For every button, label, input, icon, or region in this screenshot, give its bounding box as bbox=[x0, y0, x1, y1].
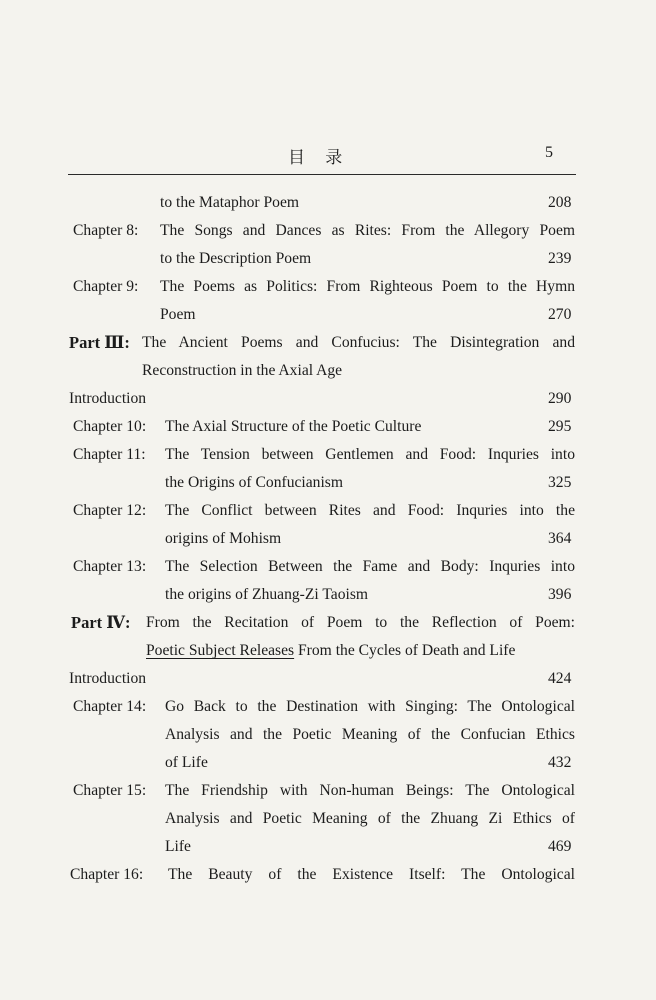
toc-page-number: 290 bbox=[548, 390, 572, 407]
toc-page-number: 432 bbox=[548, 754, 572, 771]
toc-page-number: 239 bbox=[548, 250, 572, 267]
underlined-phrase: Poetic Subject Releases bbox=[146, 642, 295, 659]
page-header-number: 5 bbox=[545, 144, 553, 161]
toc-chapter-title: The Friendship with Non-human Beings: The Ontological bbox=[165, 782, 575, 799]
toc-chapter-label: Chapter 15: bbox=[73, 782, 147, 799]
toc-chapter-title-cont: Analysis and Poetic Meaning of the Zhuang Zi Ethics of bbox=[165, 810, 575, 827]
header-rule bbox=[68, 174, 576, 175]
toc-page-number: 396 bbox=[548, 586, 572, 603]
toc-chapter-label: Chapter 9: bbox=[73, 278, 139, 295]
toc-page-number: 424 bbox=[548, 670, 572, 687]
toc-chapter-title-cont: of Life bbox=[165, 754, 208, 771]
toc-part-title: The Ancient Poems and Confucius: The Disintegration and bbox=[142, 334, 575, 351]
toc-page-number: 364 bbox=[548, 530, 572, 547]
toc-chapter-title-cont: to the Description Poem bbox=[160, 250, 312, 267]
toc-chapter-label: Chapter 8: bbox=[73, 222, 139, 239]
toc-chapter-label: Chapter 10: bbox=[73, 418, 147, 435]
toc-chapter-label: Chapter 12: bbox=[73, 502, 147, 519]
toc-chapter-title-cont: Analysis and the Poetic Meaning of the Confucian Ethics bbox=[165, 726, 575, 743]
page-header-title: 目 录 bbox=[288, 148, 351, 167]
toc-chapter-label: Chapter 11: bbox=[73, 446, 146, 463]
toc-chapter-title: The Poems as Politics: From Righteous Poem to the Hymn bbox=[160, 278, 575, 295]
toc-introduction: Introduction bbox=[69, 390, 147, 407]
toc-chapter-label: Chapter 13: bbox=[73, 558, 147, 575]
toc-page-number: 208 bbox=[548, 194, 572, 211]
toc-part-label: Part Ⅳ: bbox=[71, 613, 131, 632]
toc-page-number: 295 bbox=[548, 418, 572, 435]
toc-chapter-title: The Songs and Dances as Rites: From the Allegory Poem bbox=[160, 222, 575, 239]
toc-page-number: 325 bbox=[548, 474, 572, 491]
toc-chapter-title-cont: Poem bbox=[160, 306, 196, 323]
toc-part-title: From the Recitation of Poem to the Reflection of Poem: bbox=[146, 614, 575, 631]
toc-chapter-title: The Beauty of the Existence Itself: The Ontological bbox=[168, 866, 575, 883]
toc-chapter-title-cont: origins of Mohism bbox=[165, 530, 282, 547]
toc-chapter-title-cont: Life bbox=[165, 838, 191, 855]
toc-introduction: Introduction bbox=[69, 670, 147, 687]
toc-part-label: Part Ⅲ: bbox=[69, 333, 130, 352]
toc-chapter-title: The Selection Between the Fame and Body: Inquries into bbox=[165, 558, 575, 575]
toc-chapter-title-cont: the Origins of Confucianism bbox=[165, 474, 344, 491]
toc-line: to the Mataphor Poem bbox=[160, 194, 300, 211]
toc-part-title-cont: Reconstruction in the Axial Age bbox=[142, 362, 343, 379]
toc-chapter-title: Go Back to the Destination with Singing: The Ontological bbox=[165, 698, 575, 715]
toc-chapter-label: Chapter 14: bbox=[73, 698, 147, 715]
toc-part-title-cont: Poetic Subject Releases From the Cycles of Death and Life bbox=[146, 642, 516, 659]
toc-chapter-title: The Conflict between Rites and Food: Inquries into the bbox=[165, 502, 575, 519]
toc-page-number: 469 bbox=[548, 838, 572, 855]
toc-chapter-title: The Tension between Gentlemen and Food: Inquries into bbox=[165, 446, 575, 463]
toc-chapter-title: The Axial Structure of the Poetic Culture bbox=[165, 418, 422, 435]
toc-chapter-title-cont: the origins of Zhuang-Zi Taoism bbox=[165, 586, 369, 603]
toc-page-number: 270 bbox=[548, 306, 572, 323]
toc-chapter-label: Chapter 16: bbox=[70, 866, 144, 883]
